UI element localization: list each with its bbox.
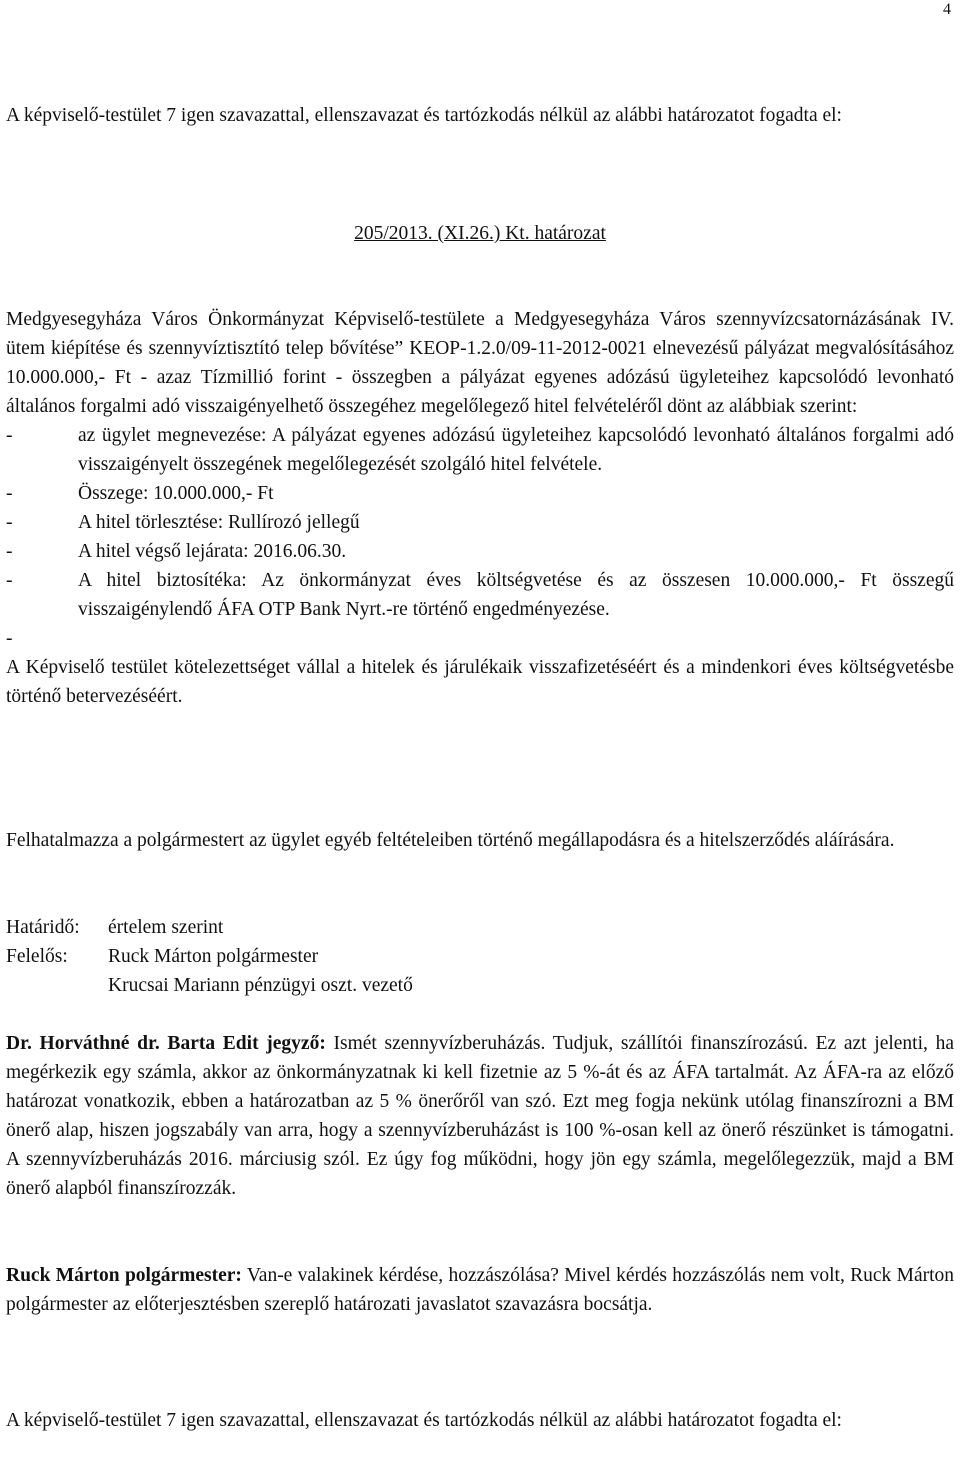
speaker-1-text-wrap — [6, 1029, 954, 1203]
resolution-body: Medgyesegyháza Város Önkormányzat Képviselő-testülete a Medgyesegyháza Város szennyvízcsatornázásának IV. ütem kiépítése és szennyvíztisztító telep bővítése” KEOP-1.2.0/09-11-2012-0021 elnevezésű pályázat megvalósításához 10.000.000,- Ft - azaz Tízmillió forint - összegben a pályázat egyenes adózású ügyleteihez kapcsolódó levonható általános forgalmi adó visszaigényelhető összegéhez megelőlegező hitel felvételéről dönt az alábbiak szerint: — [6, 309, 954, 417]
lone-dash: - — [6, 628, 13, 649]
responsible-2: Krucsai Mariann pénzügyi oszt. vezető — [108, 975, 413, 996]
responsible-row — [6, 942, 954, 971]
responsible-label: Felelős: — [6, 946, 68, 967]
speaker-2-text: Van-e valakinek kérdése, hozzászólása? Mivel kérdés hozzászólás nem volt, Ruck Márton polgármester az előterjesztésben szereplő határozati javaslatot szavazásra bocsátja. — [6, 1265, 955, 1315]
list-item: - Összege: 10.000.000,- Ft — [6, 479, 954, 508]
authorization — [6, 826, 954, 855]
list-item: - A hitel végső lejárata: 2016.06.30. — [6, 537, 954, 566]
vote-intro-2-text: A képviselő-testület 7 igen szavazattal, ellenszavazat és tartózkodás nélkül az alábbi határozatot fogadta el: — [6, 1410, 842, 1431]
vote-intro-1 — [6, 101, 954, 130]
obligation-text: A Képviselő testület kötelezettséget vállal a hitelek és járulékaik visszafizetéséért és a mindenkori éves költségvetésbe történő betervezéséért. — [6, 657, 954, 707]
list-item: - A hitel biztosítéka: Az önkormányzat éves költségvetése és az összesen 10.000.000,- Ft összegű visszaigénylendő ÁFA OTP Bank Nyrt.-re történő engedményezése. — [6, 566, 954, 624]
resolution-title: 205/2013. (XI.26.) Kt. határozat — [354, 223, 606, 244]
deadline-responsible — [6, 913, 954, 1000]
speaker-2-name: Ruck Márton polgármester: — [6, 1265, 242, 1286]
resolution-section — [6, 305, 954, 711]
deadline-label: Határidő: — [6, 917, 80, 938]
vote-intro-1-text: A képviselő-testület 7 igen szavazattal, ellenszavazat és tartózkodás nélkül az alábbi határozatot fogadta el: — [6, 105, 842, 126]
vote-intro-2 — [6, 1406, 954, 1435]
speaker-1-paragraph — [6, 1029, 954, 1203]
speaker-1-text: Ismét szennyvízberuházás. Tudjuk, szállítói finanszírozású. Ez azt jelenti, ha megérkezik egy számla, akkor az önkormányzatnak ki kell fizetnie az 5 %-át és az ÁFA tartalmát. Az ÁFA-ra az előző határozat vonatkozik, ebben a határozatban az 5 % önerőről van szó. Ezt meg fogja nekünk utólag finanszírozni a BM önerő alap, hiszen jogszabály van arra, hogy a szennyvízberuházást is 100 %-osan kell az önerő részünket is támogatni. A szennyvízberuházás 2016. márciusig szól. Ez úgy fog működni, hogy jön egy számla, megelőlegezzük, majd a BM önerő alapból finanszírozzák. — [6, 1033, 954, 1199]
authorization-text: Felhatalmazza a polgármestert az ügylet egyéb feltételeiben történő megállapodásra és a hitelszerződés aláírására. — [6, 830, 895, 851]
deadline-row — [6, 913, 954, 942]
list-item: - az ügylet megnevezése: A pályázat egyenes adózású ügyleteihez kapcsolódó levonható általános forgalmi adó visszaigényelt összegének megelőlegezését szolgáló hitel felvétele. — [6, 421, 954, 479]
speaker-2-paragraph — [6, 1261, 954, 1319]
resolution-items — [6, 421, 954, 624]
deadline-value: értelem szerint — [108, 917, 224, 938]
speaker-2-text-wrap — [6, 1261, 954, 1319]
page-number: 4 — [943, 1, 951, 18]
list-item: - A hitel törlesztése: Rullírozó jellegű — [6, 508, 954, 537]
responsible-1: Ruck Márton polgármester — [108, 946, 319, 967]
speaker-1-name: Dr. Horváthné dr. Barta Edit jegyző: — [6, 1033, 326, 1054]
